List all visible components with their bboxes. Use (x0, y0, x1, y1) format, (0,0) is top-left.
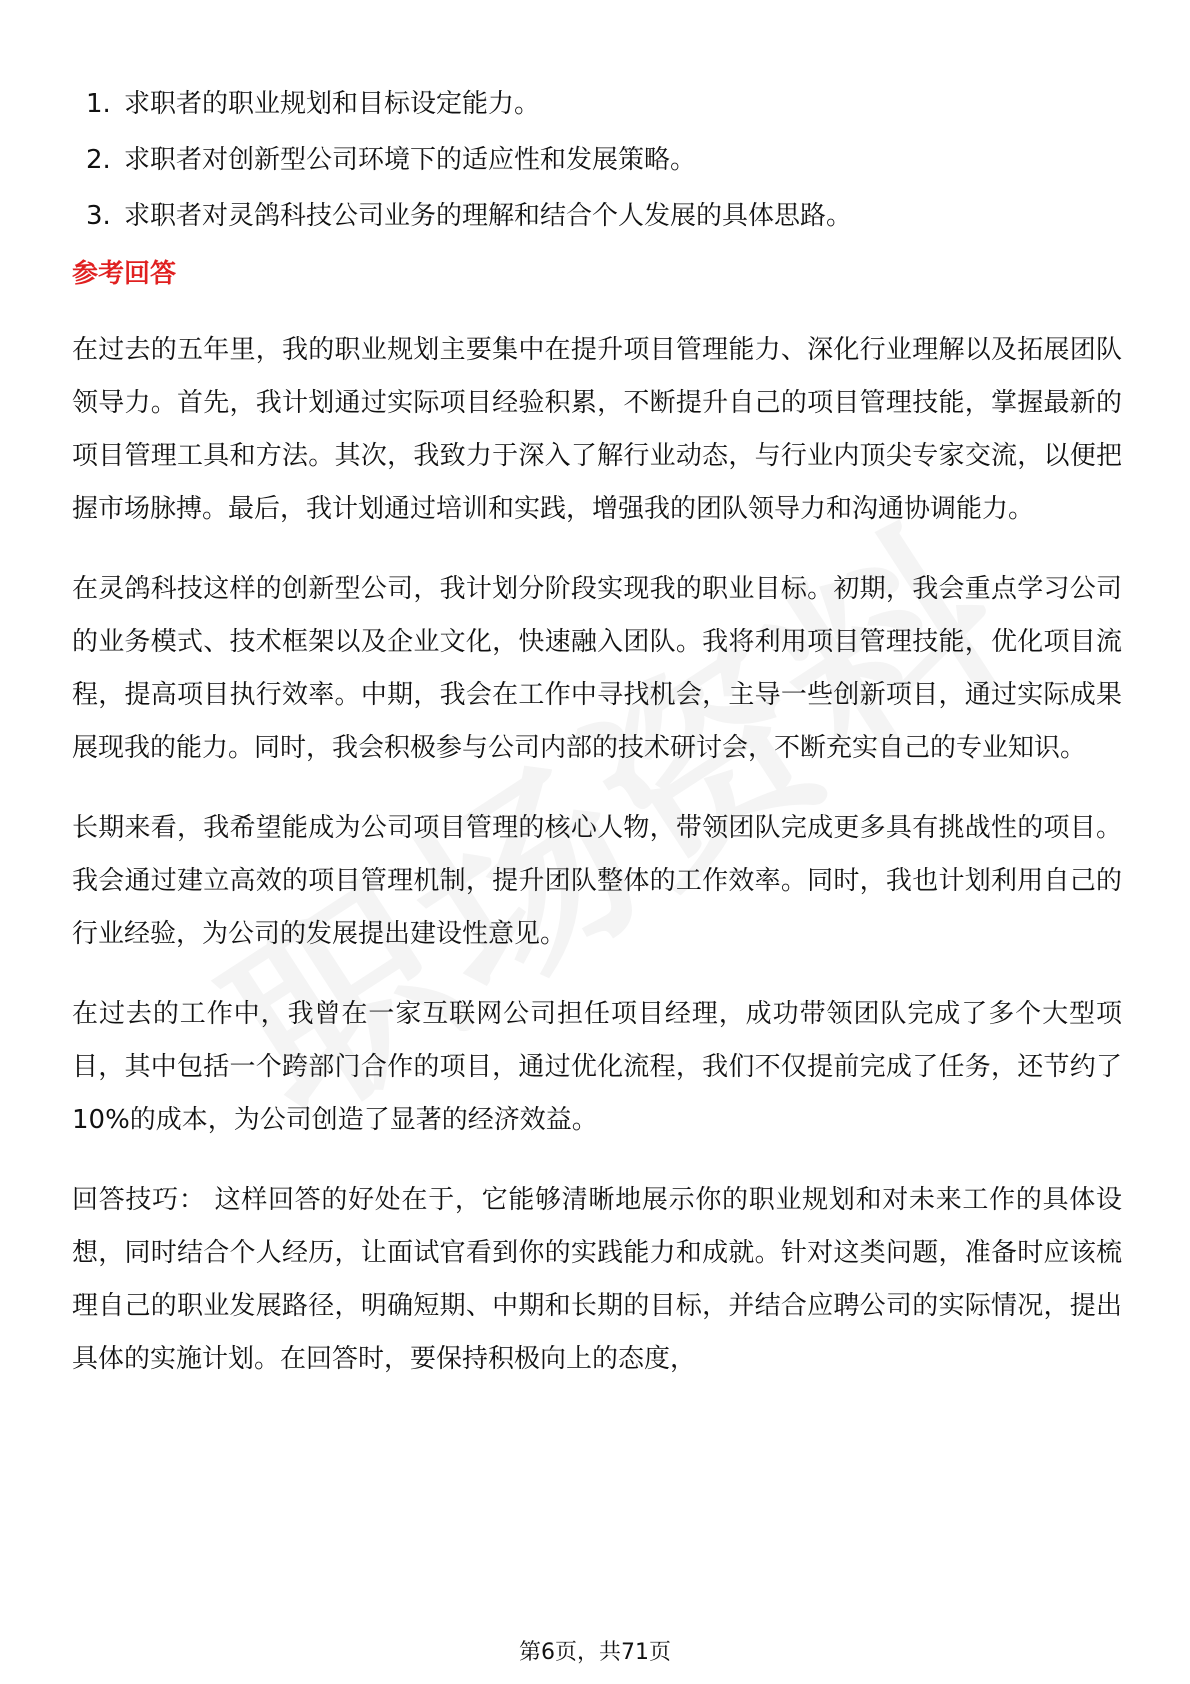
list-item (72, 198, 1122, 234)
list-item-number: 1. (86, 89, 111, 119)
question-list (72, 86, 1122, 234)
page-content (72, 86, 1122, 1413)
list-item (72, 86, 1122, 122)
answer-tips-paragraph: 回答技巧： 这样回答的好处在于，它能够清晰地展示你的职业规划和对未来工作的具体设想，同时结合个人经历，让面试官看到你的实践能力和成就。针对这类问题，准备时应该梳理自己的职业发展路径，明确短期、中期和长期的目标，并结合应聘公司的实际情况，提出具体的实施计划。在回答时，要保持积极向上的态度， (72, 1185, 1122, 1374)
list-item-number: 3. (86, 201, 111, 231)
paragraph: 在过去的工作中，我曾在一家互联网公司担任项目经理，成功带领团队完成了多个大型项目，其中包括一个跨部门合作的项目，通过优化流程，我们不仅提前完成了任务，还节约了10%的成本，为公司创造了显著的经济效益。 (72, 999, 1122, 1135)
list-item-text: 求职者对灵鸽科技公司业务的理解和结合个人发展的具体思路。 (124, 201, 853, 231)
page-footer: 第6页，共71页 (519, 1640, 671, 1665)
answer-heading: 参考回答 (72, 259, 177, 289)
paragraph: 长期来看，我希望能成为公司项目管理的核心人物，带领团队完成更多具有挑战性的项目。我会通过建立高效的项目管理机制，提升团队整体的工作效率。同时，我也计划利用自己的行业经验，为公司的发展提出建设性意见。 (72, 813, 1122, 949)
list-item-number: 2. (86, 145, 111, 175)
list-item-text: 求职者对创新型公司环境下的适应性和发展策略。 (124, 145, 697, 175)
list-item-text: 求职者的职业规划和目标设定能力。 (124, 89, 541, 119)
list-item (72, 142, 1122, 178)
paragraph: 在过去的五年里，我的职业规划主要集中在提升项目管理能力、深化行业理解以及拓展团队领导力。首先，我计划通过实际项目经验积累，不断提升自己的项目管理技能，掌握最新的项目管理工具和方法。其次，我致力于深入了解行业动态，与行业内顶尖专家交流，以便把握市场脉搏。最后，我计划通过培训和实践，增强我的团队领导力和沟通协调能力。 (72, 335, 1122, 524)
paragraph: 在灵鸽科技这样的创新型公司，我计划分阶段实现我的职业目标。初期，我会重点学习公司的业务模式、技术框架以及企业文化，快速融入团队。我将利用项目管理技能，优化项目流程，提高项目执行效率。中期，我会在工作中寻找机会，主导一些创新项目，通过实际成果展现我的能力。同时，我会积极参与公司内部的技术研讨会，不断充实自己的专业知识。 (72, 574, 1122, 763)
